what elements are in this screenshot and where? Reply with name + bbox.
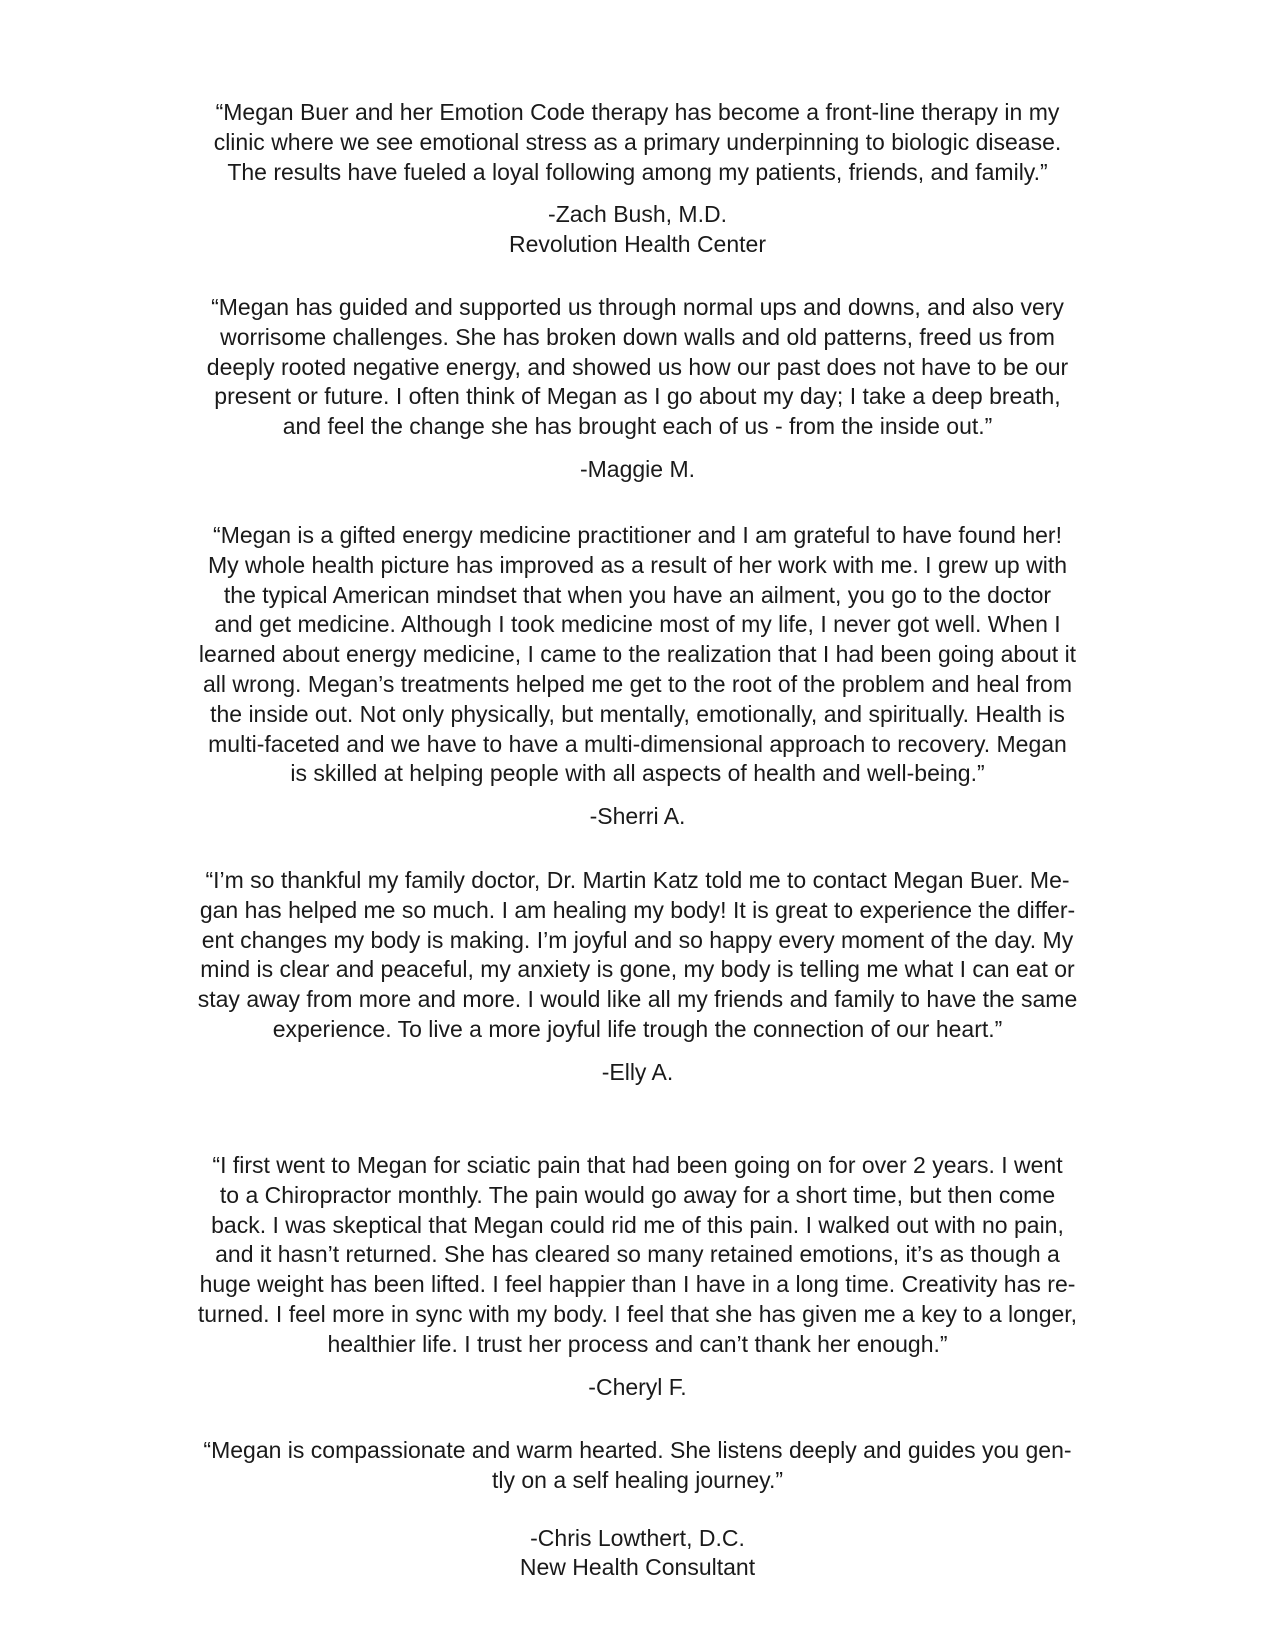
- quote-line: gan has helped me so much. I am healing my body! It is great to experience the differ-: [199, 896, 1076, 923]
- attribution-name: -Cheryl F.: [588, 1373, 687, 1400]
- attribution-organization: New Health Consultant: [519, 1554, 756, 1581]
- quote-line: worrisome challenges. She has broken down walls and old patterns, freed us from: [220, 323, 1055, 350]
- quote-line: and it hasn’t returned. She has cleared so many retained emotions, it’s as though a: [215, 1241, 1060, 1268]
- quote-line: My whole health picture has improved as a result of her work with me. I grew up with: [207, 551, 1068, 578]
- quote-line: is skilled at helping people with all aspects of health and well-being.”: [290, 760, 985, 787]
- quote-line: experience. To live a more joyful life trough the connection of our heart.”: [272, 1015, 1003, 1042]
- quote-line: healthier life. I trust her process and can’t thank her enough.”: [327, 1330, 948, 1357]
- testimonial-attribution: [0, 1058, 1275, 1088]
- quote-line: back. I was skeptical that Megan could rid me of this pain. I walked out with no pain,: [211, 1211, 1064, 1238]
- quote-line: the typical American mindset that when you have an ailment, you go to the doctor: [223, 581, 1052, 608]
- testimonial-cheryl-f: [0, 1151, 1275, 1402]
- testimonial-maggie-m: [0, 293, 1275, 485]
- quote-line: to a Chiropractor monthly. The pain would go away for a short time, but then come: [219, 1181, 1056, 1208]
- testimonial-sherri-a: [0, 521, 1275, 832]
- quote-line: all wrong. Megan’s treatments helped me get to the root of the problem and heal from: [203, 670, 1072, 697]
- attribution-name: -Zach Bush, M.D.: [548, 201, 727, 228]
- testimonial-quote: [0, 293, 1275, 442]
- attribution-name: -Maggie M.: [579, 455, 696, 482]
- quote-line: “Megan Buer and her Emotion Code therapy has become a front-line therapy in my: [215, 99, 1060, 125]
- testimonial-attribution: [0, 1524, 1275, 1584]
- quote-line: deeply rooted negative energy, and showed us how our past does not have to be our: [206, 353, 1069, 380]
- quote-line: “Megan has guided and supported us through normal ups and downs, and also very: [211, 294, 1064, 320]
- testimonial-zach-bush: [0, 98, 1275, 260]
- quote-line: clinic where we see emotional stress as a primary underpinning to biologic disease.: [213, 128, 1062, 155]
- testimonial-quote: [0, 866, 1275, 1045]
- quote-line: “I first went to Megan for sciatic pain that had been going on for over 2 years. I went: [212, 1152, 1063, 1178]
- quote-line: present or future. I often think of Megan as I go about my day; I take a deep breath,: [214, 383, 1061, 410]
- quote-line: “I’m so thankful my family doctor, Dr. Martin Katz told me to contact Megan Buer. Me-: [205, 867, 1070, 893]
- quote-line: and get medicine. Although I took medicine most of my life, I never got well. When I: [214, 611, 1061, 638]
- testimonial-quote: [0, 1436, 1275, 1496]
- testimonial-attribution: [0, 455, 1275, 485]
- quote-line: huge weight has been lifted. I feel happier than I have in a long time. Creativity has re-: [199, 1271, 1076, 1298]
- quote-line: multi-faceted and we have to have a multi-dimensional approach to recovery. Megan: [208, 730, 1067, 757]
- testimonial-quote: [0, 98, 1275, 187]
- testimonial-attribution: [0, 802, 1275, 832]
- quote-line: the inside out. Not only physically, but mentally, emotionally, and spiritually. Health is: [210, 700, 1065, 727]
- quote-line: turned. I feel more in sync with my body. I feel that she has given me a key to a longer,: [197, 1300, 1078, 1327]
- testimonial-quote: [0, 521, 1275, 789]
- testimonial-quote: [0, 1151, 1275, 1360]
- testimonial-attribution: [0, 200, 1275, 260]
- attribution-name: -Sherri A.: [589, 803, 686, 830]
- testimonial-elly-a: [0, 866, 1275, 1088]
- quote-line: ent changes my body is making. I’m joyful and so happy every moment of the day. My: [201, 926, 1074, 953]
- quote-line: stay away from more and more. I would like all my friends and family to have the same: [197, 986, 1078, 1013]
- quote-line: tly on a self healing journey.”: [491, 1466, 784, 1493]
- quote-line: The results have fueled a loyal following among my patients, friends, and family.”: [227, 158, 1048, 185]
- quote-line: learned about energy medicine, I came to the realization that I had been going about it: [198, 641, 1077, 668]
- quote-line: “Megan is compassionate and warm hearted. She listens deeply and guides you gen-: [203, 1437, 1072, 1463]
- attribution-name: -Chris Lowthert, D.C.: [530, 1524, 745, 1551]
- quote-line: and feel the change she has brought each of us - from the inside out.”: [282, 413, 993, 440]
- attribution-name: -Elly A.: [601, 1058, 674, 1085]
- testimonial-attribution: [0, 1373, 1275, 1403]
- quote-line: mind is clear and peaceful, my anxiety is gone, my body is telling me what I can eat or: [200, 956, 1075, 983]
- testimonial-chris-lowthert: [0, 1436, 1275, 1583]
- attribution-organization: Revolution Health Center: [509, 231, 766, 258]
- quote-line: “Megan is a gifted energy medicine practitioner and I am grateful to have found her!: [213, 522, 1062, 548]
